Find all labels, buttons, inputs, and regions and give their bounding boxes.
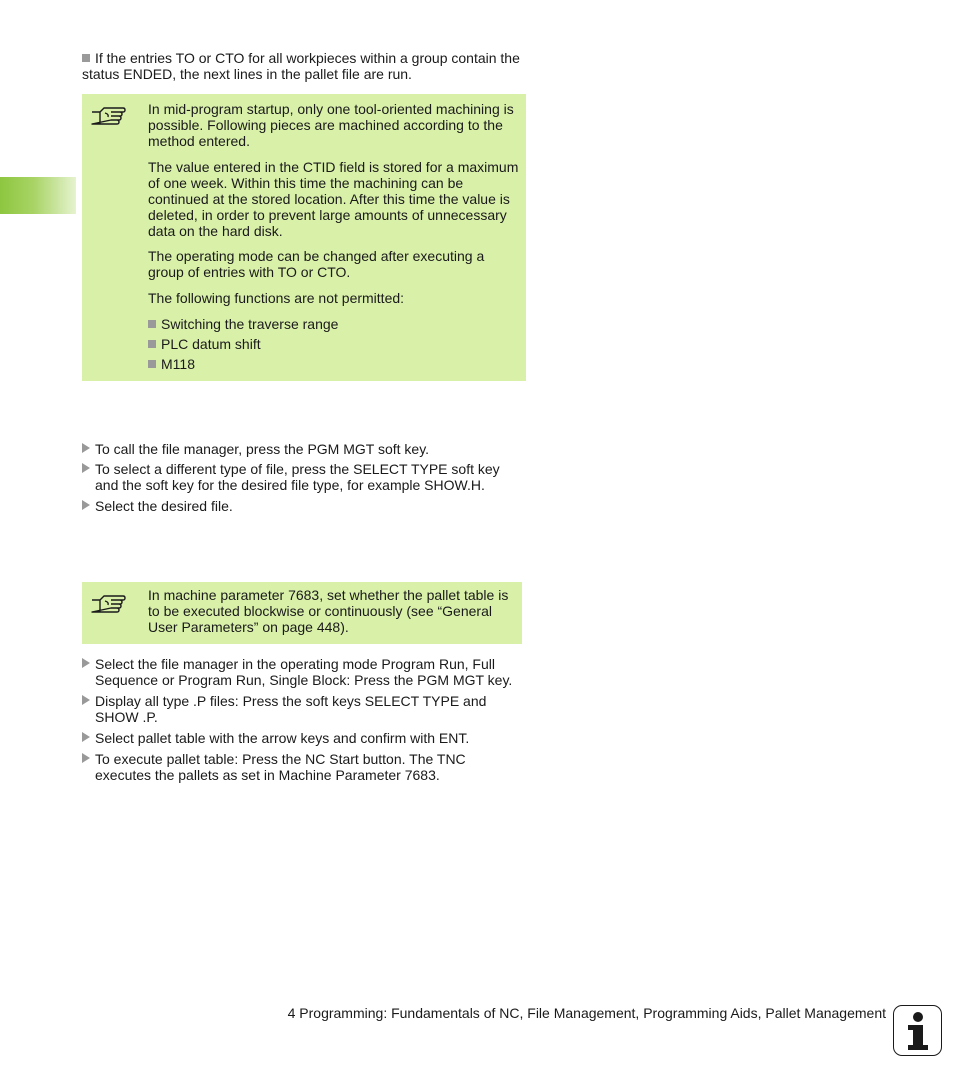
step-arrow-icon	[82, 695, 90, 705]
pointing-hand-icon	[90, 592, 126, 616]
chapter-tab-marker	[0, 177, 76, 214]
step-arrow-icon	[82, 500, 90, 510]
step-text: To call the file manager, press the PGM MGT soft key.	[95, 441, 430, 457]
step-arrow-icon	[82, 753, 90, 763]
step-arrow-icon	[82, 732, 90, 742]
bullet-square	[148, 320, 156, 328]
note-box	[82, 94, 526, 381]
note-list-item: Switching the traverse range	[148, 316, 520, 332]
bullet-square	[148, 340, 156, 348]
pointing-hand-icon	[90, 104, 126, 128]
step-text: To select a different type of file, press the SELECT TYPE soft key and the soft key for the desired file type, for example SHOW.H.	[95, 461, 500, 493]
note-paragraph: The value entered in the CTID field is stored for a maximum of one week. Within this time the machining can be continued at the stored location. After this time the value is deleted, in order to prevent large amounts of unnecessary data on the hard disk.	[148, 159, 519, 239]
info-icon[interactable]	[893, 1005, 942, 1056]
note-box	[82, 582, 522, 644]
note-list-item: M118	[148, 356, 520, 372]
step-arrow-icon	[82, 463, 90, 473]
step-text: Select pallet table with the arrow keys and confirm with ENT.	[95, 730, 470, 746]
step-text: Select the desired file.	[95, 498, 233, 514]
intro-bullet-text: If the entries TO or CTO for all workpieces within a group contain the status ENDED, the next lines in the pallet file are run.	[82, 50, 520, 82]
chapter-footer: 4 Programming: Fundamentals of NC, File Management, Programming Aids, Pallet Management	[287, 1005, 886, 1021]
intro-bullet	[82, 50, 527, 82]
info-glyph	[894, 1006, 940, 1054]
note-paragraph: The following functions are not permitted:	[148, 290, 405, 306]
step-text: Select the file manager in the operating mode Program Run, Full Sequence or Program Run, Single Block: Press the PGM MGT key.	[95, 656, 513, 688]
note-paragraph: In mid-program startup, only one tool-oriented machining is possible. Following pieces are machined according to the method entered.	[148, 101, 514, 149]
bullet-square	[148, 360, 156, 368]
step-arrow-icon	[82, 443, 90, 453]
step-text: To execute pallet table: Press the NC Start button. The TNC executes the pallets as set in Machine Parameter 7683.	[95, 751, 466, 783]
step-text: Display all type .P files: Press the soft keys SELECT TYPE and SHOW .P.	[95, 693, 487, 725]
note-list-item: PLC datum shift	[148, 336, 520, 352]
note-paragraph: In machine parameter 7683, set whether the pallet table is to be executed blockwise or continuously (see “General User Parameters” on page 448).	[148, 587, 509, 635]
note-paragraph: The operating mode can be changed after executing a group of entries with TO or CTO.	[148, 248, 485, 280]
bullet-square	[82, 54, 90, 62]
step-arrow-icon	[82, 658, 90, 668]
